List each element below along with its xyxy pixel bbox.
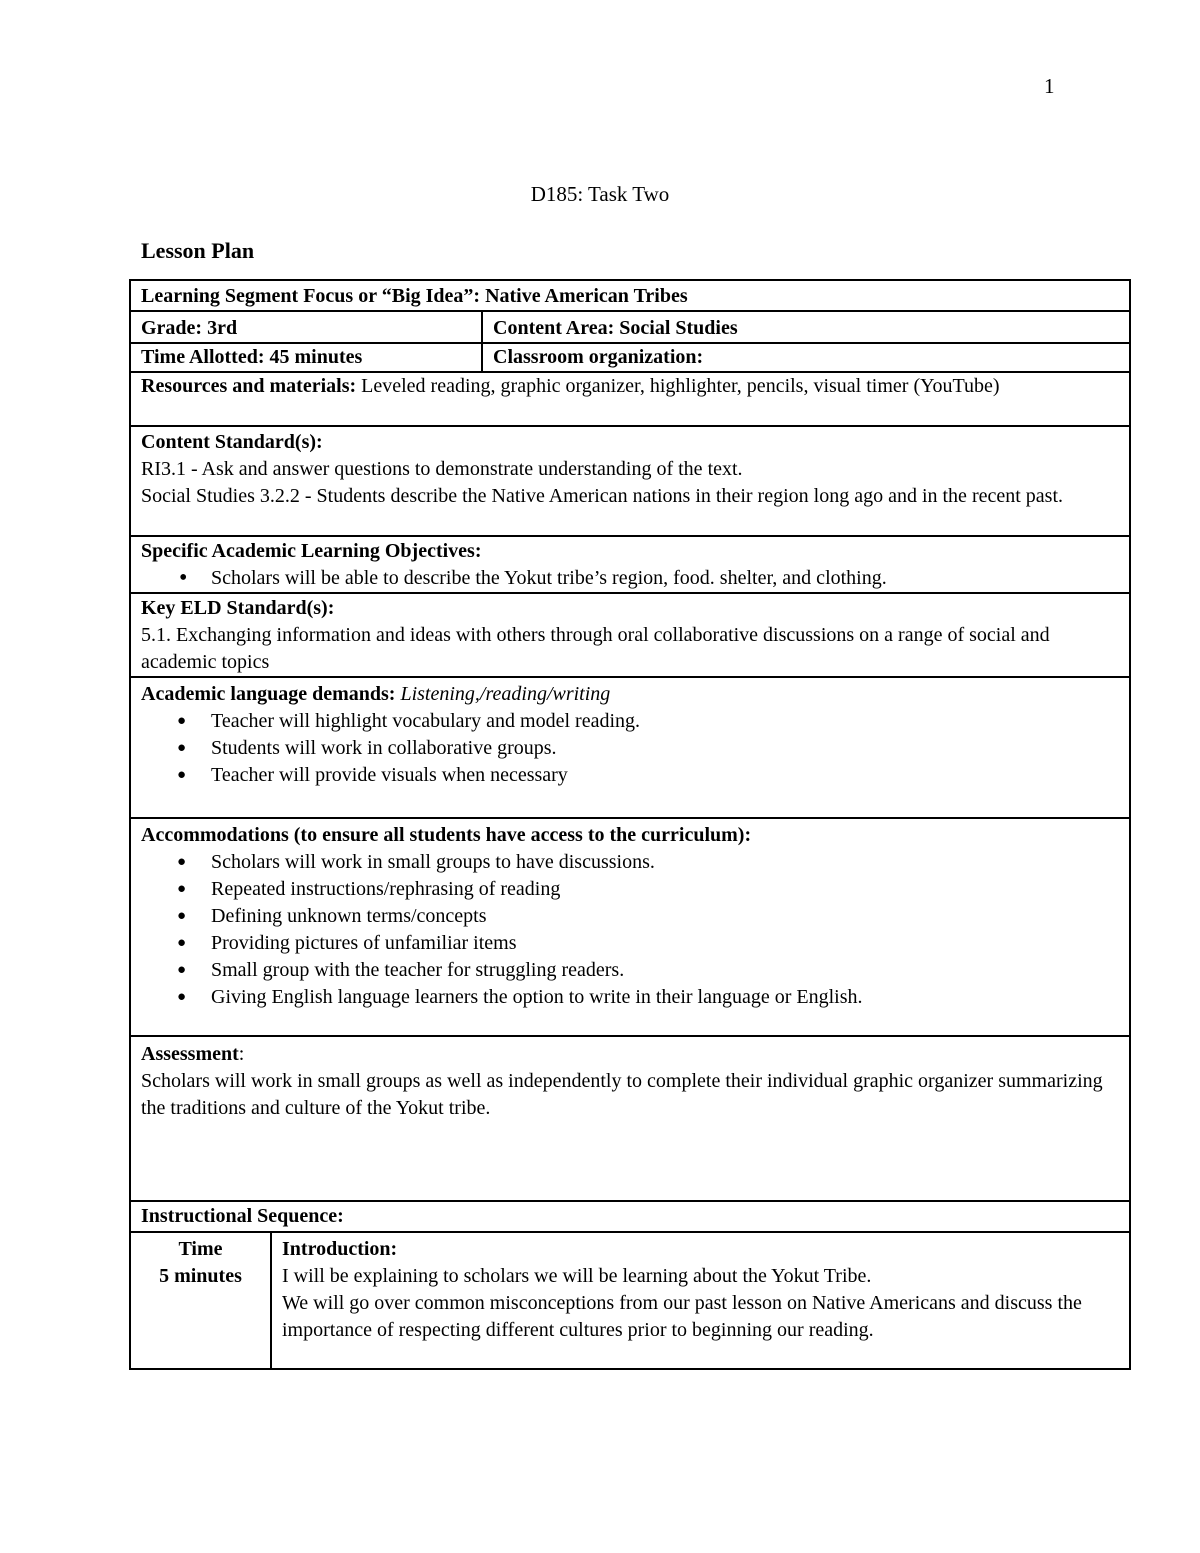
content-area-label: Content Area: — [493, 317, 620, 339]
list-item: ● Teacher will provide visuals when necessary — [141, 762, 1119, 789]
list-item: ● Scholars will work in small groups to have discussions. — [141, 849, 1119, 876]
sequence-row — [130, 1232, 1130, 1369]
instructional-sequence-row — [130, 1201, 1130, 1232]
list-item: ● Defining unknown terms/concepts — [141, 903, 1119, 930]
language-demands-label: Academic language demands: — [141, 683, 401, 705]
eld-label: Key ELD Standard(s): — [141, 597, 335, 619]
objective-item: • Scholars will be able to describe the Yokut tribe’s region, food. shelter, and clothing. — [141, 565, 1119, 592]
time-value: 5 minutes — [159, 1265, 242, 1287]
document-title: D185: Task Two — [530, 182, 670, 206]
focus-value: Native American Tribes — [485, 285, 688, 307]
language-demands-list — [141, 708, 1119, 789]
time-row — [130, 343, 1130, 372]
introduction-line: I will be explaining to scholars we will be learning about the Yokut Tribe. — [282, 1265, 872, 1287]
resources-label: Resources and materials: — [141, 375, 362, 397]
list-item: ● Repeated instructions/rephrasing of reading — [141, 876, 1119, 903]
objectives-list — [141, 565, 1119, 592]
language-demands-value: Listening,/reading/writing — [400, 683, 611, 705]
assessment-text: Scholars will work in small groups as well as independently to complete their individual graphic organizer summarizing the traditions and culture of the Yokut tribe. — [141, 1070, 1103, 1119]
content-standards-label: Content Standard(s): — [141, 431, 323, 453]
focus-row — [130, 280, 1130, 311]
content-standard-social-studies: Social Studies 3.2.2 - Students describe the Native American nations in their region long ago and in the recent past. — [141, 485, 1064, 507]
list-item: ● Teacher will highlight vocabulary and model reading. — [141, 708, 1119, 735]
list-item: ● Providing pictures of unfamiliar items — [141, 930, 1119, 957]
list-item: ● Students will work in collaborative groups. — [141, 735, 1119, 762]
eld-row — [130, 593, 1130, 677]
resources-row — [130, 372, 1130, 426]
accommodations-row — [130, 818, 1130, 1036]
section-title: Lesson Plan — [141, 238, 255, 263]
time-allotted-value: 45 minutes — [269, 346, 363, 368]
introduction-line: We will go over common misconceptions from our past lesson on Native Americans and discuss the importance of respecting different cultures prior to beginning our reading. — [282, 1292, 1082, 1341]
classroom-organization-label: Classroom organization: — [493, 346, 704, 368]
objectives-label: Specific Academic Learning Objectives: — [141, 540, 482, 562]
instructional-sequence-label: Instructional Sequence: — [141, 1205, 344, 1227]
grade-row — [130, 311, 1130, 343]
time-label: Time — [178, 1238, 223, 1260]
focus-label: Learning Segment Focus or “Big Idea”: — [141, 285, 486, 307]
list-item: ● Giving English language learners the option to write in their language or English. — [141, 984, 1119, 1011]
content-standards-row — [130, 426, 1130, 536]
content-standard-ri: RI3.1 - Ask and answer questions to demonstrate understanding of the text. — [141, 458, 743, 480]
accommodations-label: Accommodations (to ensure all students have access to the curriculum): — [141, 824, 752, 846]
list-item: ● Small group with the teacher for struggling readers. — [141, 957, 1119, 984]
page-number: 1 — [1044, 74, 1055, 98]
assessment-colon: : — [238, 1043, 245, 1065]
resources-value: Leveled reading, graphic organizer, highlighter, pencils, visual timer (YouTube) — [361, 375, 1000, 397]
content-area-value: Social Studies — [619, 317, 738, 339]
language-demands-row — [130, 677, 1130, 818]
assessment-label: Assessment — [141, 1043, 239, 1065]
accommodations-list — [141, 849, 1119, 1011]
grade-label: Grade: — [141, 317, 208, 339]
grade-value: 3rd — [207, 317, 238, 339]
lesson-plan-table — [129, 279, 1131, 1370]
assessment-row — [130, 1036, 1130, 1201]
introduction-heading: Introduction: — [282, 1238, 398, 1260]
objectives-row — [130, 536, 1130, 593]
eld-text: 5.1. Exchanging information and ideas with others through oral collaborative discussions on a range of social and academic topics — [141, 624, 1050, 673]
time-allotted-label: Time Allotted: — [141, 346, 270, 368]
